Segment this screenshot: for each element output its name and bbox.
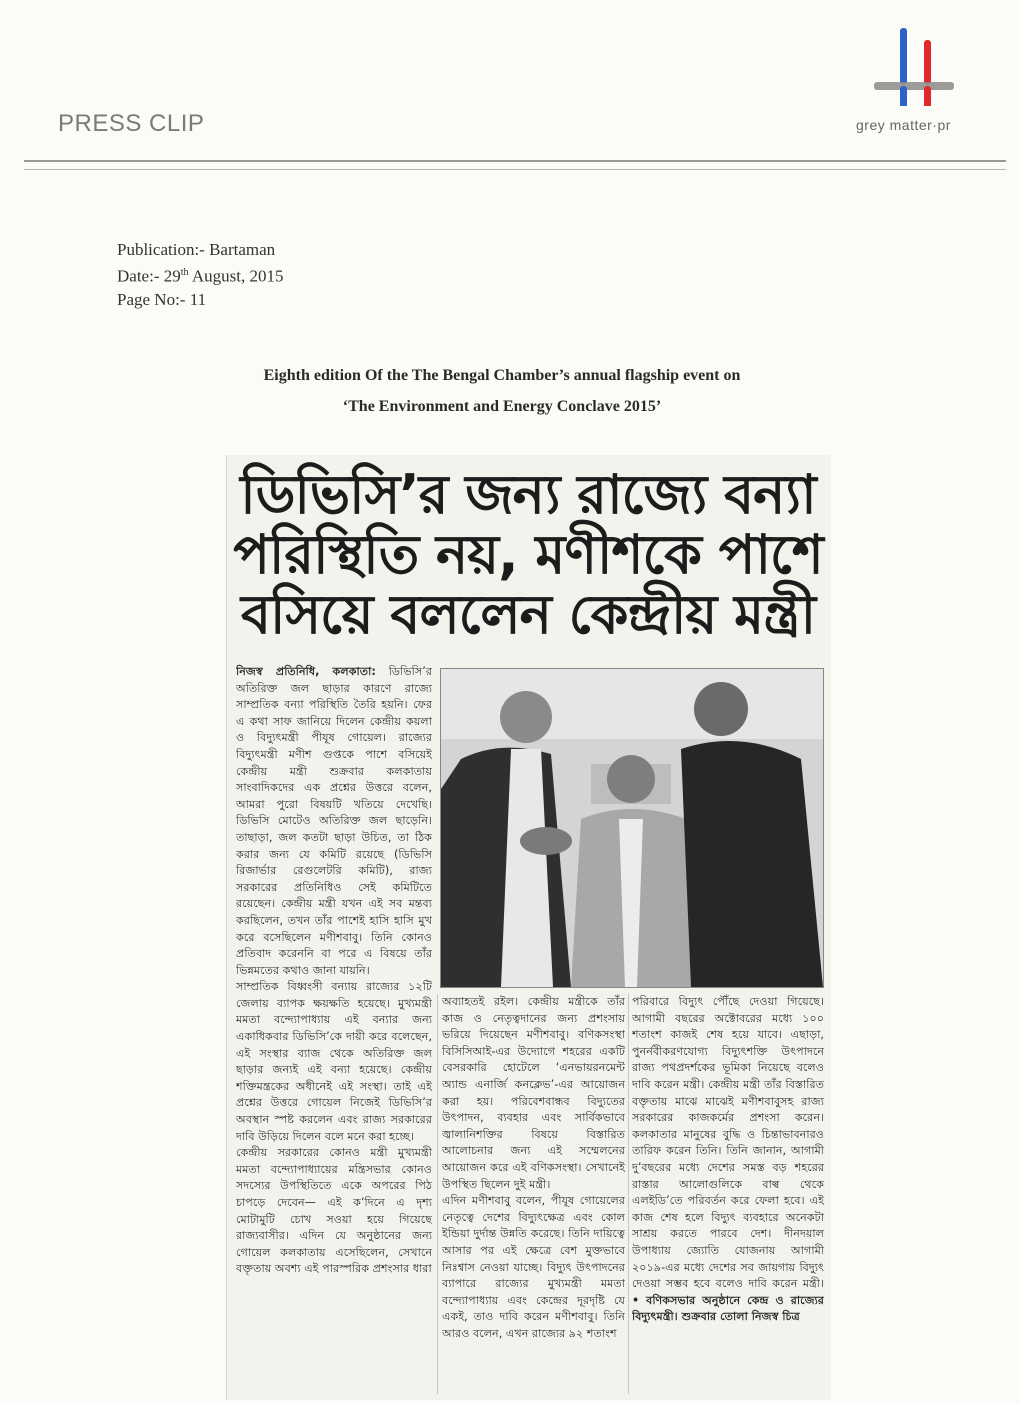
column-1-text: ডিভিসি’র অতিরিক্ত জল ছাড়ার কারণে রাজ্যে সাম্প্রতিক বন্যা পরিস্থিতি তৈরি হয়নি। ফের এ কথা সাফ জানিয়ে দিলেন কেন্দ্রীয় কয়লা ও বিদ্যুৎমন্ত্রী পীযূষ গোয়েল। রাজ্যের বিদ্যুৎমন্ত্রী মণীশ গুপ্তকে পাশে বসিয়েই কেন্দ্রীয় মন্ত্রী শুক্রবার কলকাতায় সাংবাদিকদের এক প্রশ্নের উত্তরে বলেন, আমরা পুরো বিষয়টি খতিয়ে দেখেছি। ডিভিসি মোটেও অতিরিক্ত জল ছাড়েনি। তাছাড়া, জল কতটা ছাড়া উচিত, তা ঠিক করার জন্য যে কমিটি রয়েছে (ডিভিসি রিজার্ভার রেগুলেটরি কমিটি), রাজ্য সরকারের প্রতিনিধিও সেই কমিটিতে রয়েছেন। কেন্দ্রীয় মন্ত্রী যখন এই সব মন্তব্য করছিলেন, তখন তাঁর পাশেই হাসি হাসি মুখ করে বসেছিলেন মণীশবাবু। তিনি কোনও প্রতিবাদ করেননি বা পরে এ বিষয়ে তাঁর ভিন্নমতের কথাও জানা যায়নি। সাম্প্রতিক বিধ্বংসী বন্যায় রাজ্যের ১২টি জেলায় ব্যাপক ক্ষয়ক্ষতি হয়েছে। মুখ্যমন্ত্রী মমতা বন্দ্যোপাধ্যায় এই বন্যার জন্য একাধিকবার ডিভিসি’কে দায়ী করে বলেছেন, এই সংস্থার ব্যাজ থেকে অতিরিক্ত জল ছাড়ার জন্যই এই বন্যা হয়েছে। কেন্দ্রীয় শক্তিমন্ত্রকের অধীনেই এই সংস্থা। তাই এই প্রশ্নের উত্তরে গোয়েল নিজেই ডিভিসি’র অবস্থান স্পষ্ট করলেন এবং রাজ্য সরকারের দাবি উড়িয়ে দিলেন বলে মনে করা হচ্ছে। কেন্দ্রীয় সরকারের কোনও মন্ত্রী মুখ্যমন্ত্রী মমতা বন্দ্যোপাধ্যায়ের মন্ত্রিসভার কোনও সদস্যের উপস্থিতিতে একে অপরের পিঠ চাপড়ে দেবেন— এই ক’দিনে এ দৃশ্য মোটামুটি চোখ সওয়া হয়ে গিয়েছে রাজ্যবাসীর। এদিন যে অনুষ্ঠানের জন্য গোয়েল কলকাতায় এসেছিলেন, সেখানে বক্তৃতায় অবশ্য এই পারস্পরিক প্রশংসার ধারা [236,665,432,1276]
page-number-line: Page No:- 11 [117,289,207,309]
logo-text: grey matter·pr [856,117,951,133]
article-title: ডিভিসি’র জন্য রাজ্যে বন্যা পরিস্থিতি নয়, মণীশকে পাশে বসিয়ে বললেন কেন্দ্রীয় মন্ত্রী [233,463,823,646]
event-headline-line2: ‘The Environment and Energy Conclave 2015’ [342,398,662,415]
date-prefix: Date:- 29 [117,266,181,286]
photo-caption: • বণিকসভার অনুষ্ঠানে কেন্দ্র ও রাজ্যের বিদ্যুৎমন্ত্রী। শুক্রবার তোলা নিজস্ব চিত্র [632,1293,824,1324]
publication-meta [117,238,283,311]
byline: নিজস্ব প্রতিনিধি, কলকাতা: [236,665,376,678]
date-suffix: August, 2015 [188,266,284,286]
article-column-1 [236,664,432,1394]
article-column-2: অব্যাহতই রইল। কেন্দ্রীয় মন্ত্রীকে তাঁর কাজ ও নেতৃত্বদানের জন্য প্রশংসায় ভরিয়ে দিয়েছেন মণীশবাবু। বণিকসংস্থা বিসিসিআই-এর উদ্যোগে শহরের একটি বেসরকারি হোটেলে ‘এনভায়রনমেন্ট অ্যান্ড এনার্জি কনক্লেভ’-এর আয়োজন করা হয়। পরিবেশবান্ধব বিদ্যুতের উৎপাদন, ব্যবহার এবং সার্বিকভাবে জ্বালানিশক্তির বিষয়ে বিস্তারিত আলোচনার জন্য এই সম্মেলনের আয়োজন করে এই বণিকসংস্থা। সেখানেই উপস্থিত ছিলেন দুই মন্ত্রী। এদিন মণীশবাবু বলেন, পীযূষ গোয়েলের নেতৃত্বে দেশের বিদ্যুৎক্ষেত্র এবং কোল ইন্ডিয়া দুর্দান্ত উন্নতি করেছে। তিনি দায়িত্বে আসার পর এই ক্ষেত্রে বেশ মুক্তভাবে নিঃশ্বাস নেওয়া যাচ্ছে। বিদ্যুৎ উৎপাদনের ব্যাপারে রাজ্যের মুখ্যমন্ত্রী মমতা বন্দ্যোপাধ্যায় এবং কেন্দ্রের দূরদৃষ্টি যে একই, তাও দাবি করেন মণীশবাবু। তিনি আরও বলেন, এখন রাজ্যের ৯২ শতাংশ [442,995,625,1340]
column-rule [628,994,629,1394]
article-photo [440,668,824,988]
header-divider-thin [24,169,1006,170]
grey-matter-logo [870,26,960,106]
column-3-text: পরিবারে বিদ্যুৎ পৌঁছে দেওয়া গিয়েছে। আগামী বছরের অক্টোবরের মধ্যে ১০০ শতাংশ কাজই শেষ হয়ে যাবে। এছাড়া, পুনর্নবীকরণযোগ্য বিদ্যুৎশক্তি উৎপাদনে রাজ্য পথপ্রদর্শকের ভূমিকা নিয়েছে বলেও দাবি করেন মন্ত্রী। কেন্দ্রীয় মন্ত্রী তাঁর বিস্তারিত বক্তৃতায় মাঝে মাঝেই মণীশবাবুসহ রাজ্য সরকারের কাজকর্মের প্রশংসা করেন। কলকাতার মানুষের বুদ্ধি ও চিন্তাভাবনারও তারিফ করেন তিনি। তিনি জানান, আগামী দু’বছরের মধ্যে দেশের সমস্ত বড় শহরের রাস্তার আলোগুলিকে বাল্ব থেকে এলইডি’তে পরিবর্তন করে ফেলা হবে। এই কাজ শেষ হলে বিদ্যুৎ ব্যবহারে অনেকটা সাশ্রয় করতে পারবে দেশ। দীনদয়াল উপাধ্যায় জ্যোতি যোজনায় আগামী ২০১৯-এর মধ্যে দেশের সব জায়গায় বিদ্যুৎ দেওয়া সম্ভব হবে বলেও দাবি করেন মন্ত্রী। [632,995,824,1291]
article-column-3 [632,994,824,1396]
press-clip-label: PRESS CLIP [58,110,205,137]
header-divider [24,160,1006,162]
event-headline-line1: Eighth edition Of the The Bengal Chamber’s annual flagship event on [263,367,741,384]
date-line [117,261,283,288]
publication-line: Publication:- Bartaman [117,240,276,259]
column-rule [437,994,438,1394]
date-sup: th [180,267,189,278]
